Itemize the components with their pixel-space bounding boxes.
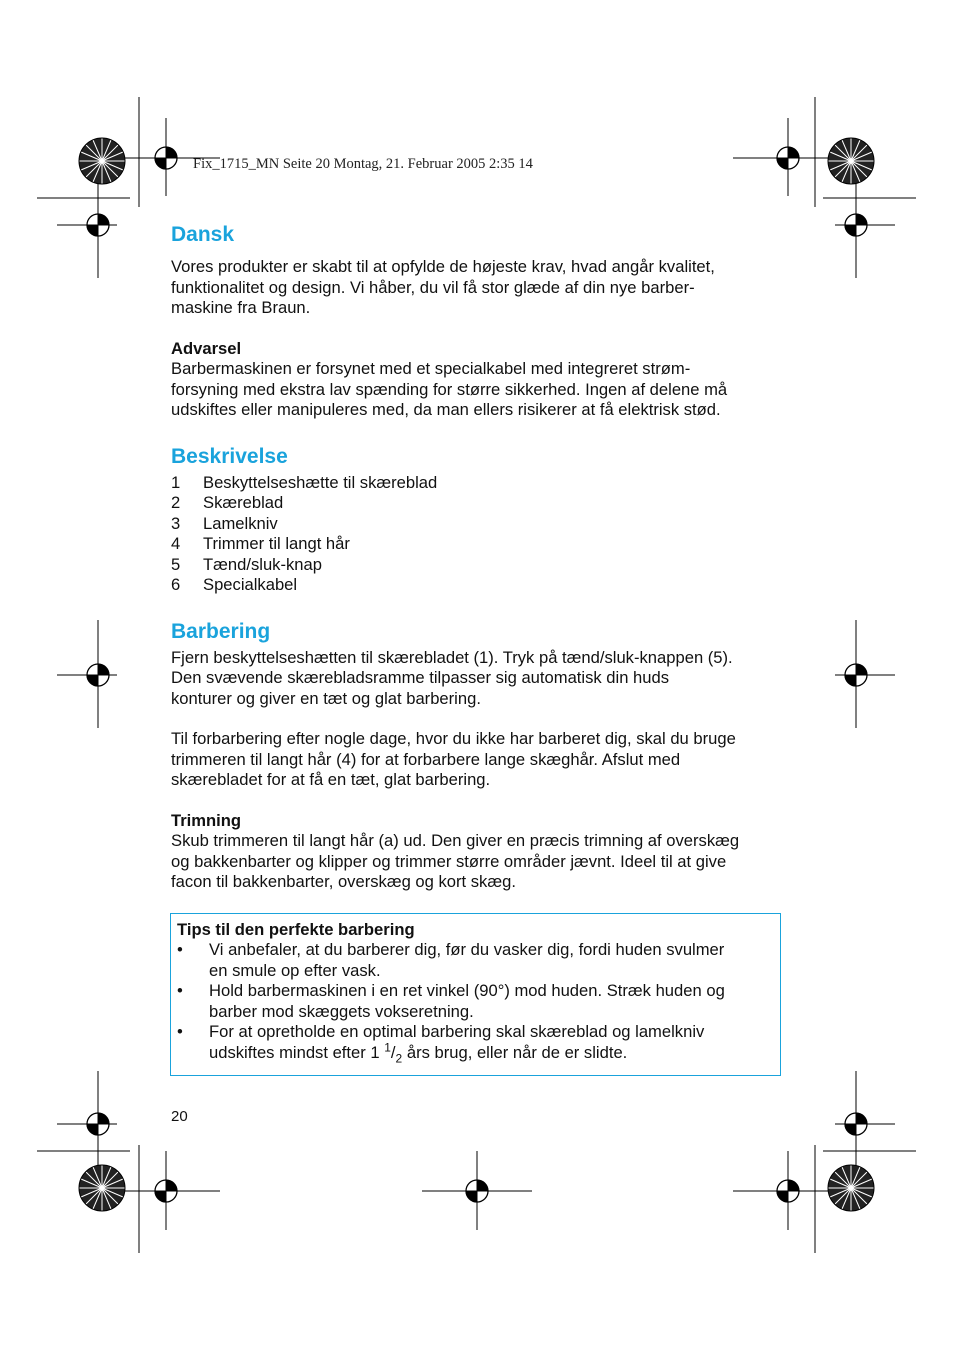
shaving-paragraph-1 <box>171 648 786 710</box>
tip-line: Hold barbermaskinen i en ret vinkel (90°) mod huden. Stræk huden og <box>209 981 725 1000</box>
shaving-paragraph-2 <box>171 729 786 791</box>
tips-list <box>177 940 774 1063</box>
item-number: 4 <box>171 534 181 553</box>
tip-line: Vi anbefaler, at du barberer dig, før du vasker dig, fordi huden svulmer <box>209 940 725 959</box>
item-number: 5 <box>171 554 181 574</box>
shaving-line: Den svævende skærebladsramme tilpasser sig automatisk din huds <box>171 668 670 687</box>
page-number: 20 <box>171 1108 188 1125</box>
shaving-line: skærebladet for at få en tæt, glat barbering. <box>171 770 491 789</box>
intro-line: maskine fra Braun. <box>171 298 311 317</box>
item-label: Tænd/sluk-knap <box>203 554 322 574</box>
tips-box <box>170 913 781 1077</box>
intro-paragraph <box>171 257 786 319</box>
item-label: Skæreblad <box>203 493 284 512</box>
list-item <box>171 514 786 535</box>
heading-barbering: Barbering <box>171 619 271 643</box>
warning-line: forsyning med ekstra lav spænding for større sikkerhed. Ingen af delene må <box>171 379 728 399</box>
intro-line: funktionalitet og design. Vi håber, du vil få stor glæde af din nye barber- <box>171 277 695 297</box>
item-number: 3 <box>171 513 181 533</box>
trimming-line: Skub trimmeren til langt hår (a) ud. Den giver en præcis trimning af overskæg <box>171 831 740 850</box>
shaving-line: Til forbarbering efter nogle dage, hvor du ikke har barberet dig, skal du bruge <box>171 729 736 748</box>
trimming-line: facon til bakkenbarter, overskæg og kort skæg. <box>171 872 516 891</box>
list-item <box>171 575 786 596</box>
warning-paragraph <box>171 359 786 421</box>
shaving-line: Fjern beskyttelseshætten til skærebladet (1). Tryk på tænd/sluk-knappen (5). <box>171 647 733 667</box>
item-number: 6 <box>171 575 181 594</box>
tip-line: barber mod skæggets vokseretning. <box>209 1001 474 1021</box>
trimming-paragraph <box>171 831 786 893</box>
tips-title: Tips til den perfekte barbering <box>177 919 415 939</box>
trimming-line: og bakkenbarter og klipper og trimmer større områder jævnt. Ideel til at give <box>171 851 727 871</box>
tip-item <box>177 981 774 1022</box>
item-number: 2 <box>171 493 181 512</box>
warning-line: Barbermaskinen er forsynet med et specialkabel med integreret strøm- <box>171 359 691 378</box>
tip-text <box>209 940 724 981</box>
list-item <box>171 555 786 576</box>
list-item <box>171 534 786 555</box>
item-number: 1 <box>171 472 181 492</box>
bullet-icon: • <box>177 1022 183 1041</box>
tip-line: For at opretholde en optimal barbering skal skæreblad og lamelkniv <box>209 1022 705 1041</box>
tip-text: For at opretholde en optimal barbering skal skæreblad og lamelkniv udskiftes mindst efter 1 $^1/_2$ års brug, eller når de er slidte. <box>209 1022 705 1065</box>
shaving-line: konturer og giver en tæt og glat barbering. <box>171 688 481 708</box>
parts-list <box>171 473 786 596</box>
heading-dansk: Dansk <box>171 223 235 246</box>
trimming-title: Trimning <box>171 810 242 830</box>
tip-item <box>177 940 774 981</box>
page-content <box>171 222 786 1076</box>
item-label: Beskyttelseshætte til skæreblad <box>203 472 438 492</box>
tip-line-end: års brug, eller når de er slidte. <box>402 1042 628 1062</box>
warning-title: Advarsel <box>171 338 242 358</box>
item-label: Lamelkniv <box>203 513 278 533</box>
tip-line-start: udskiftes mindst efter 1 <box>209 1042 385 1062</box>
item-label: Specialkabel <box>203 575 298 594</box>
bullet-icon: • <box>177 940 183 959</box>
tip-item <box>177 1022 774 1063</box>
tip-text <box>209 981 725 1022</box>
fraction-numerator: 1 <box>384 1039 391 1054</box>
list-item <box>171 473 786 494</box>
intro-line: Vores produkter er skabt til at opfylde de højeste krav, hvad angår kvalitet, <box>171 257 715 276</box>
item-label: Trimmer til langt hår <box>203 534 350 553</box>
list-item <box>171 493 786 514</box>
fraction-denominator: 2 <box>395 1050 403 1065</box>
shaving-line: trimmeren til langt hår (4) for at forbarbere lange skæghår. Afslut med <box>171 749 681 769</box>
heading-beskrivelse: Beskrivelse <box>171 444 288 468</box>
warning-line: udskiftes eller manipuleres med, da man ellers risikerer at få elektrisk stød. <box>171 400 721 419</box>
print-slug: Fix_1715_MN Seite 20 Montag, 21. Februar 2005 2:35 14 <box>193 156 533 172</box>
tip-line: en smule op efter vask. <box>209 960 381 980</box>
bullet-icon: • <box>177 981 183 1000</box>
